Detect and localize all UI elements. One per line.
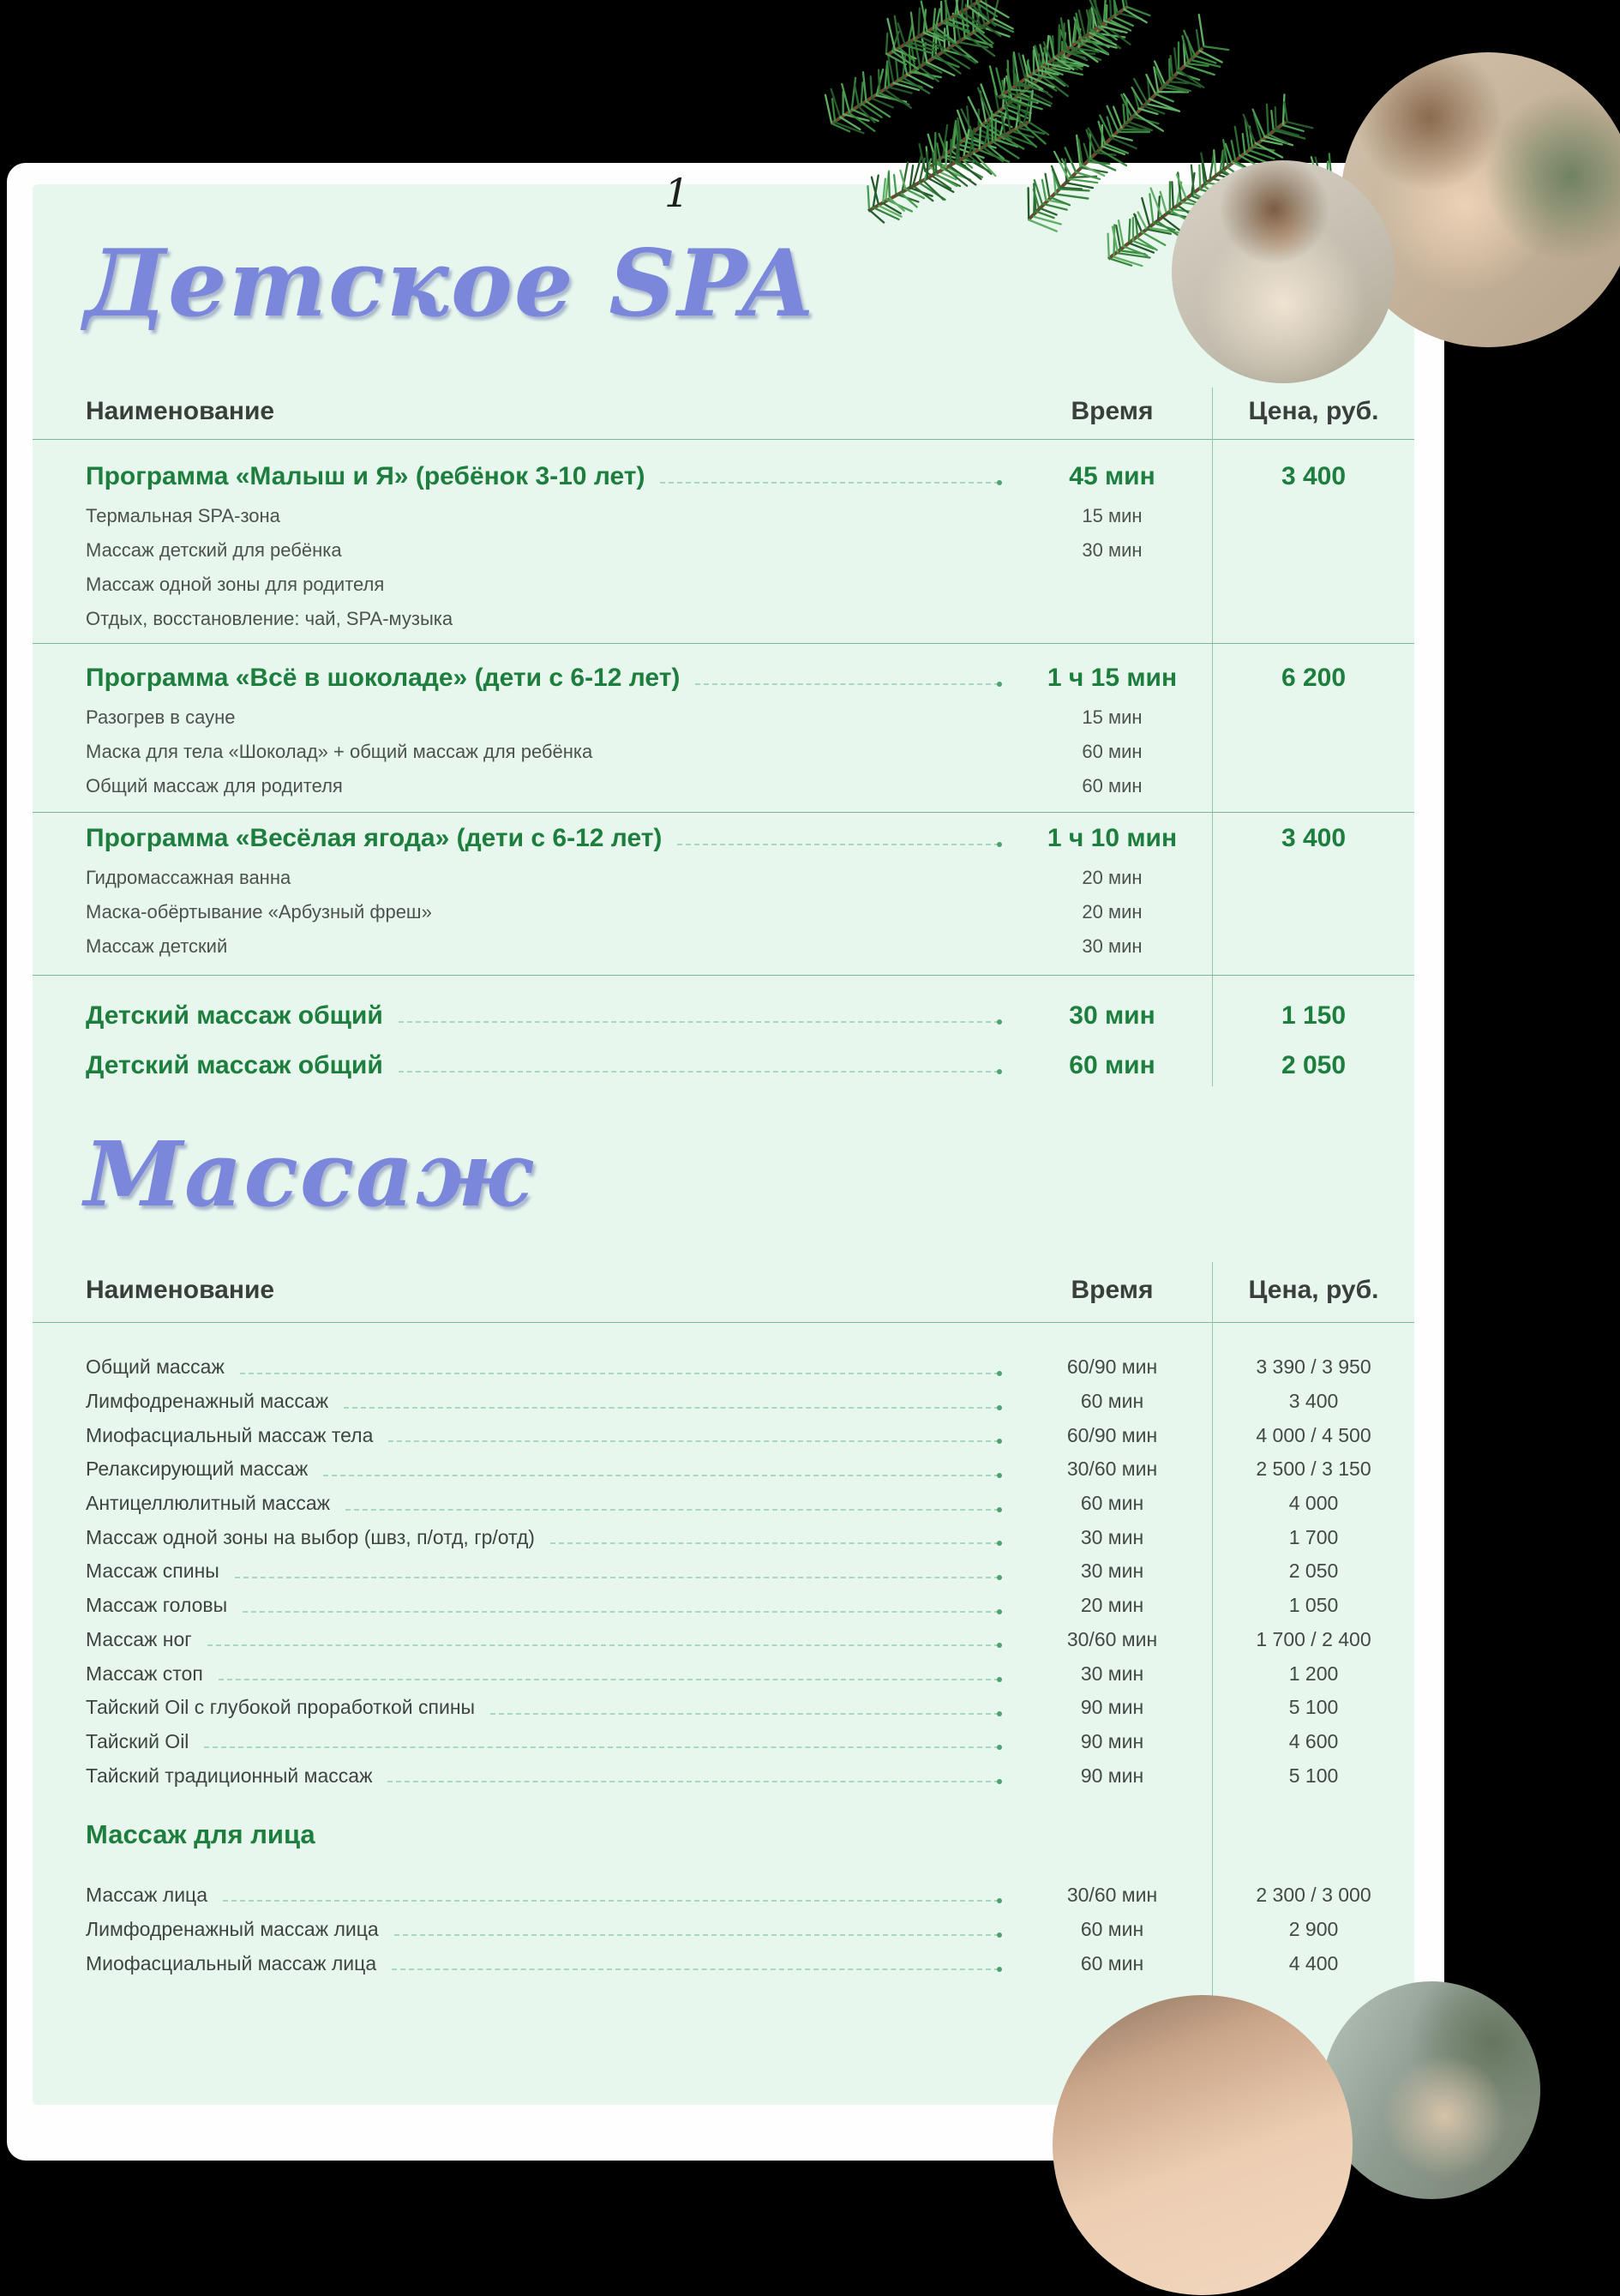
row-price: 4 000 / 4 500 [1256, 1423, 1371, 1446]
table-row [86, 1946, 1414, 1980]
photo-massage-hands [1053, 1995, 1353, 2295]
row-price: 1 150 [1281, 1001, 1347, 1030]
table-row [86, 816, 1414, 861]
dotted-leader [695, 683, 999, 685]
divider-line [33, 975, 1414, 976]
massage-table-header [86, 1265, 1414, 1316]
program-item-row [86, 895, 1414, 929]
row-price: 2 050 [1288, 1560, 1339, 1583]
row-time: 30 мин [1080, 1560, 1144, 1583]
row-label: Массаж спины [86, 1560, 219, 1583]
row-label: Массаж головы [86, 1594, 228, 1617]
table-row [86, 1912, 1414, 1946]
dotted-leader [388, 1440, 999, 1442]
subsection-title: Массаж для лица [86, 1819, 315, 1849]
row-price: 1 050 [1288, 1594, 1339, 1617]
table-row [86, 1758, 1414, 1793]
kids-spa-table-header [86, 386, 1414, 437]
item-label: Отдых, восстановление: чай, SPA-музыка [86, 608, 453, 629]
row-price: 4 000 [1288, 1492, 1339, 1515]
program-block [86, 656, 1414, 803]
row-label: Массаж лица [86, 1883, 208, 1906]
table-row [86, 454, 1414, 499]
program-item-row [86, 499, 1414, 533]
page-number: 1 [664, 170, 690, 216]
row-time: 60/90 мин [1066, 1355, 1158, 1379]
row-time: 60/90 мин [1066, 1423, 1158, 1446]
massage-rows [86, 1350, 1414, 1793]
face-massage-header [86, 1819, 1414, 1850]
row-time: 1 ч 15 мин [1047, 664, 1178, 692]
item-label: Термальная SPA-зона [86, 505, 280, 526]
item-label: Общий массаж для родителя [86, 775, 343, 796]
divider-line [33, 1322, 1414, 1323]
column-header-price: Цена, руб. [1248, 1276, 1379, 1304]
column-header-name: Наименование [86, 1276, 275, 1304]
divider-line [33, 643, 1414, 644]
program-block [86, 816, 1414, 964]
divider-line [33, 439, 1414, 440]
dotted-leader [392, 1968, 999, 1970]
item-label: Массаж детский [86, 935, 228, 957]
program-block [86, 454, 1414, 636]
table-row [86, 1041, 1414, 1091]
table-row [86, 1589, 1414, 1623]
row-price: 2 900 [1288, 1917, 1339, 1940]
section-title-massage: Массаж [84, 1121, 534, 1227]
program-title: Программа «Малыш и Я» (ребёнок 3-10 лет) [86, 462, 645, 490]
row-time: 1 ч 10 мин [1047, 824, 1178, 852]
row-time: 20 мин [1080, 1594, 1144, 1617]
row-label: Миофасциальный массаж тела [86, 1423, 374, 1446]
row-label: Антицеллюлитный массаж [86, 1492, 331, 1515]
item-time: 15 мин [1082, 505, 1143, 526]
dotted-leader [323, 1475, 999, 1476]
row-time: 30/60 мин [1066, 1883, 1158, 1906]
row-price: 2 300 / 3 000 [1256, 1883, 1371, 1906]
row-time: 60 мин [1080, 1390, 1144, 1413]
row-price: 1 200 [1288, 1662, 1339, 1685]
column-header-price: Цена, руб. [1248, 397, 1379, 425]
dotted-leader [243, 1611, 999, 1613]
row-price: 3 400 [1281, 462, 1347, 490]
dotted-leader [550, 1542, 999, 1544]
row-time: 30/60 мин [1066, 1458, 1158, 1481]
item-time: 60 мин [1082, 775, 1143, 796]
dotted-leader [399, 1021, 999, 1023]
face-massage-rows [86, 1878, 1414, 1980]
dotted-leader [223, 1900, 999, 1902]
row-price: 5 100 [1288, 1764, 1339, 1787]
section-title-kids-spa: Детское SPA [84, 230, 816, 338]
program-item-row [86, 929, 1414, 964]
column-header-time: Время [1071, 397, 1154, 425]
program-item-row [86, 700, 1414, 735]
dotted-leader [240, 1373, 999, 1374]
row-label: Лимфодренажный массаж [86, 1390, 329, 1413]
row-price: 2 500 / 3 150 [1256, 1458, 1371, 1481]
photo-massage-room [1323, 1981, 1540, 2199]
row-price: 4 600 [1288, 1729, 1339, 1752]
table-row [86, 1656, 1414, 1691]
dotted-leader [235, 1577, 999, 1578]
item-label: Гидромассажная ванна [86, 867, 291, 888]
item-time: 15 мин [1082, 706, 1143, 728]
dotted-leader [399, 1071, 999, 1073]
program-item-row [86, 533, 1414, 568]
dotted-leader [344, 1407, 999, 1409]
table-row [86, 1350, 1414, 1385]
row-label: Общий массаж [86, 1355, 225, 1379]
photo-girl-with-teddy [1172, 160, 1395, 383]
row-label: Тайский Oil [86, 1729, 189, 1752]
table-row [86, 656, 1414, 700]
table-row [86, 1725, 1414, 1759]
row-price: 2 050 [1281, 1051, 1347, 1079]
table-row [86, 1452, 1414, 1487]
row-time: 30 мин [1069, 1001, 1155, 1030]
row-price: 3 400 [1288, 1390, 1339, 1413]
row-time: 90 мин [1080, 1764, 1144, 1787]
table-row [86, 991, 1414, 1041]
program-title: Программа «Всё в шоколаде» (дети с 6-12 лет) [86, 664, 681, 692]
dotted-leader [490, 1713, 999, 1715]
row-price: 3 390 / 3 950 [1256, 1355, 1371, 1379]
row-time: 60 мин [1080, 1492, 1144, 1515]
table-row [86, 1487, 1414, 1521]
dotted-leader [387, 1781, 999, 1782]
row-label: Лимфодренажный массаж лица [86, 1917, 379, 1940]
dotted-leader [677, 844, 999, 845]
row-time: 45 мин [1069, 462, 1155, 490]
row-time: 30 мин [1080, 1662, 1144, 1685]
row-label: Миофасциальный массаж лица [86, 1951, 377, 1974]
item-label: Массаж детский для ребёнка [86, 539, 342, 561]
item-time: 20 мин [1082, 901, 1143, 923]
dotted-leader [219, 1679, 999, 1680]
table-row [86, 1520, 1414, 1554]
row-price: 5 100 [1288, 1696, 1339, 1719]
row-price: 1 700 / 2 400 [1256, 1627, 1371, 1650]
program-title: Программа «Весёлая ягода» (дети с 6-12 лет) [86, 824, 663, 852]
item-label: Маска для тела «Шоколад» + общий массаж для ребёнка [86, 741, 593, 762]
row-label: Детский массаж общий [86, 1001, 383, 1030]
item-time: 30 мин [1082, 935, 1143, 957]
program-item-row [86, 602, 1414, 636]
row-time: 60 мин [1069, 1051, 1155, 1079]
table-row [86, 1385, 1414, 1419]
table-row [86, 1418, 1414, 1452]
row-time: 90 мин [1080, 1696, 1144, 1719]
item-time: 20 мин [1082, 867, 1143, 888]
row-label: Тайский Oil с глубокой проработкой спины [86, 1696, 476, 1719]
divider-line [33, 812, 1414, 813]
program-item-row [86, 735, 1414, 769]
row-time: 90 мин [1080, 1729, 1144, 1752]
dotted-leader [207, 1644, 999, 1646]
kids-massage-rows [86, 991, 1414, 1091]
program-item-row [86, 769, 1414, 803]
row-price: 1 700 [1288, 1525, 1339, 1548]
row-label: Массаж одной зоны на выбор (швз, п/отд, гр/отд) [86, 1525, 535, 1548]
column-header-name: Наименование [86, 397, 275, 425]
row-time: 60 мин [1080, 1951, 1144, 1974]
item-time: 30 мин [1082, 539, 1143, 561]
row-time: 30/60 мин [1066, 1627, 1158, 1650]
row-price: 3 400 [1281, 824, 1347, 852]
dotted-leader [345, 1509, 999, 1511]
program-item-row [86, 861, 1414, 895]
row-price: 4 400 [1288, 1951, 1339, 1974]
column-header-time: Время [1071, 1276, 1154, 1304]
row-time: 60 мин [1080, 1917, 1144, 1940]
table-row [86, 1623, 1414, 1657]
table-row [86, 1878, 1414, 1912]
row-time: 30 мин [1080, 1525, 1144, 1548]
item-label: Маска-обёртывание «Арбузный фреш» [86, 901, 432, 923]
row-label: Массаж стоп [86, 1662, 203, 1685]
dotted-leader [394, 1934, 999, 1936]
program-item-row [86, 568, 1414, 602]
table-row [86, 1691, 1414, 1725]
dotted-leader [204, 1746, 999, 1748]
table-row [86, 1554, 1414, 1589]
dotted-leader [660, 482, 999, 484]
row-label: Детский массаж общий [86, 1051, 383, 1079]
row-price: 6 200 [1281, 664, 1347, 692]
item-label: Массаж одной зоны для родителя [86, 574, 385, 595]
row-label: Массаж ног [86, 1627, 192, 1650]
row-label: Релаксирующий массаж [86, 1458, 309, 1481]
item-label: Разогрев в сауне [86, 706, 236, 728]
item-time: 60 мин [1082, 741, 1143, 762]
row-label: Тайский традиционный массаж [86, 1764, 373, 1787]
